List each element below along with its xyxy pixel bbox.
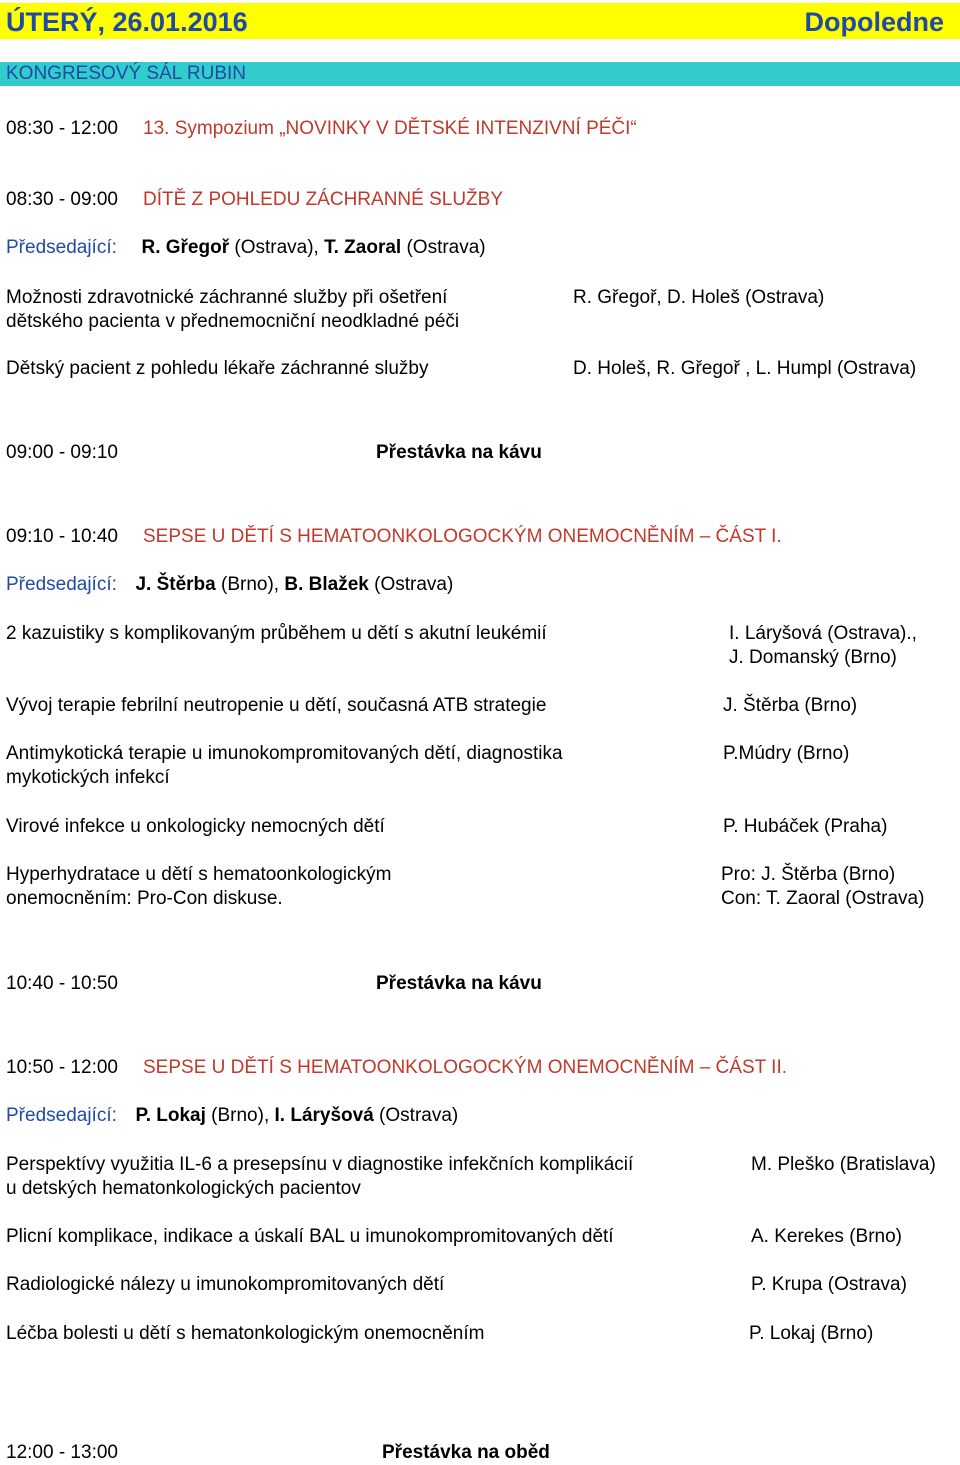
date-header-bar: [0, 3, 960, 39]
talk-title: Perspektívy využitia IL-6 a presepsínu v diagnostike infekčních komplikácií: [6, 1154, 634, 1175]
break-time: 09:00 - 09:10: [6, 442, 118, 463]
talk-title: Možnosti zdravotnické záchranné služby při ošetření: [6, 287, 448, 308]
talk-title: dětského pacienta v přednemocniční neodkladné péči: [6, 311, 460, 332]
section2-title: SEPSE U DĚTÍ S HEMATOONKOLOGOCKÝM ONEMOCNĚNÍM – ČÁST I.: [143, 526, 782, 547]
chair-city: (Ostrava): [401, 237, 486, 258]
section1-time: 08:30 - 09:00: [6, 189, 118, 210]
symposium-time: 08:30 - 12:00: [6, 118, 118, 139]
room-name: KONGRESOVÝ SÁL RUBIN: [6, 63, 247, 84]
talk-speaker: A. Kerekes (Brno): [751, 1226, 902, 1247]
chair-name: P. Lokaj: [135, 1105, 206, 1126]
talk-speaker: M. Pleško (Bratislava): [751, 1154, 936, 1175]
talk-title: Radiologické nálezy u imunokompromitovaných dětí: [6, 1274, 445, 1295]
talk-speaker: D. Holeš, R. Gřegoř , L. Humpl (Ostrava): [573, 358, 917, 379]
talk-title: u detských hematonkologických pacientov: [6, 1178, 361, 1199]
chairs-label: Předsedající:: [6, 574, 117, 595]
talk-speaker: Con: T. Zaoral (Ostrava): [721, 888, 925, 909]
chair-name: J. Štěrba: [135, 574, 216, 595]
talk-title: Vývoj terapie febrilní neutropenie u dětí, současná ATB strategie: [6, 695, 547, 716]
symposium-title: 13. Sympozium „NOVINKY V DĚTSKÉ INTENZIVNÍ PÉČI“: [143, 118, 637, 139]
section1-chairs: [6, 236, 486, 260]
room-bar: [0, 62, 960, 86]
talk-speaker: P. Krupa (Ostrava): [751, 1274, 907, 1295]
break-label: Přestávka na kávu: [376, 442, 542, 463]
talk-title: Léčba bolesti u dětí s hematonkologickým onemocněním: [6, 1323, 485, 1344]
talk-speaker: Pro: J. Štěrba (Brno): [721, 864, 896, 885]
talk-speaker: J. Domanský (Brno): [729, 647, 897, 668]
break-time: 12:00 - 13:00: [6, 1442, 118, 1463]
talk-title: mykotických infekcí: [6, 767, 170, 788]
chair-city: (Ostrava),: [229, 237, 325, 258]
break-label: Přestávka na oběd: [382, 1442, 550, 1463]
talk-speaker: P.Múdry (Brno): [723, 743, 850, 764]
day-period: Dopoledne: [804, 7, 944, 37]
talk-title: onemocněním: Pro-Con diskuse.: [6, 888, 283, 909]
chair-name: B. Blažek: [284, 574, 369, 595]
chair-city: (Brno),: [215, 574, 285, 595]
talk-title: Dětský pacient z pohledu lékaře záchranné služby: [6, 358, 429, 379]
talk-speaker: P. Lokaj (Brno): [749, 1323, 874, 1344]
break-label: Přestávka na kávu: [376, 973, 542, 994]
break-time: 10:40 - 10:50: [6, 973, 118, 994]
chair-city: (Brno),: [205, 1105, 275, 1126]
talk-title: Hyperhydratace u dětí s hematoonkologickým: [6, 864, 392, 885]
chair-city: (Ostrava): [373, 1105, 459, 1126]
talk-title: Antimykotická terapie u imunokompromitovaných dětí, diagnostika: [6, 743, 563, 764]
chair-name: I. Láryšová: [274, 1105, 374, 1126]
talk-speaker: R. Gřegoř, D. Holeš (Ostrava): [573, 287, 825, 308]
section3-title: SEPSE U DĚTÍ S HEMATOONKOLOGOCKÝM ONEMOCNĚNÍM – ČÁST II.: [143, 1057, 787, 1078]
talk-speaker: I. Láryšová (Ostrava).,: [729, 623, 917, 644]
chair-name: R. Gřegoř: [141, 237, 230, 258]
talk-title: Virové infekce u onkologicky nemocných dětí: [6, 816, 385, 837]
section2-chairs: [6, 573, 453, 597]
chair-city: (Ostrava): [368, 574, 454, 595]
talk-speaker: J. Štěrba (Brno): [723, 695, 858, 716]
talk-title: 2 kazuistiky s komplikovaným průběhem u dětí s akutní leukémií: [6, 623, 547, 644]
section3-time: 10:50 - 12:00: [6, 1057, 118, 1078]
chair-name: T. Zaoral: [324, 237, 402, 258]
talk-speaker: P. Hubáček (Praha): [723, 816, 888, 837]
chairs-label: Předsedající:: [6, 237, 117, 258]
section1-title: DÍTĚ Z POHLEDU ZÁCHRANNÉ SLUŽBY: [143, 189, 503, 210]
chairs-label: Předsedající:: [6, 1105, 117, 1126]
talk-title: Plicní komplikace, indikace a úskalí BAL u imunokompromitovaných dětí: [6, 1226, 614, 1247]
day-date: ÚTERÝ, 26.01.2016: [6, 7, 248, 37]
section2-time: 09:10 - 10:40: [6, 526, 118, 547]
section3-chairs: [6, 1104, 458, 1128]
